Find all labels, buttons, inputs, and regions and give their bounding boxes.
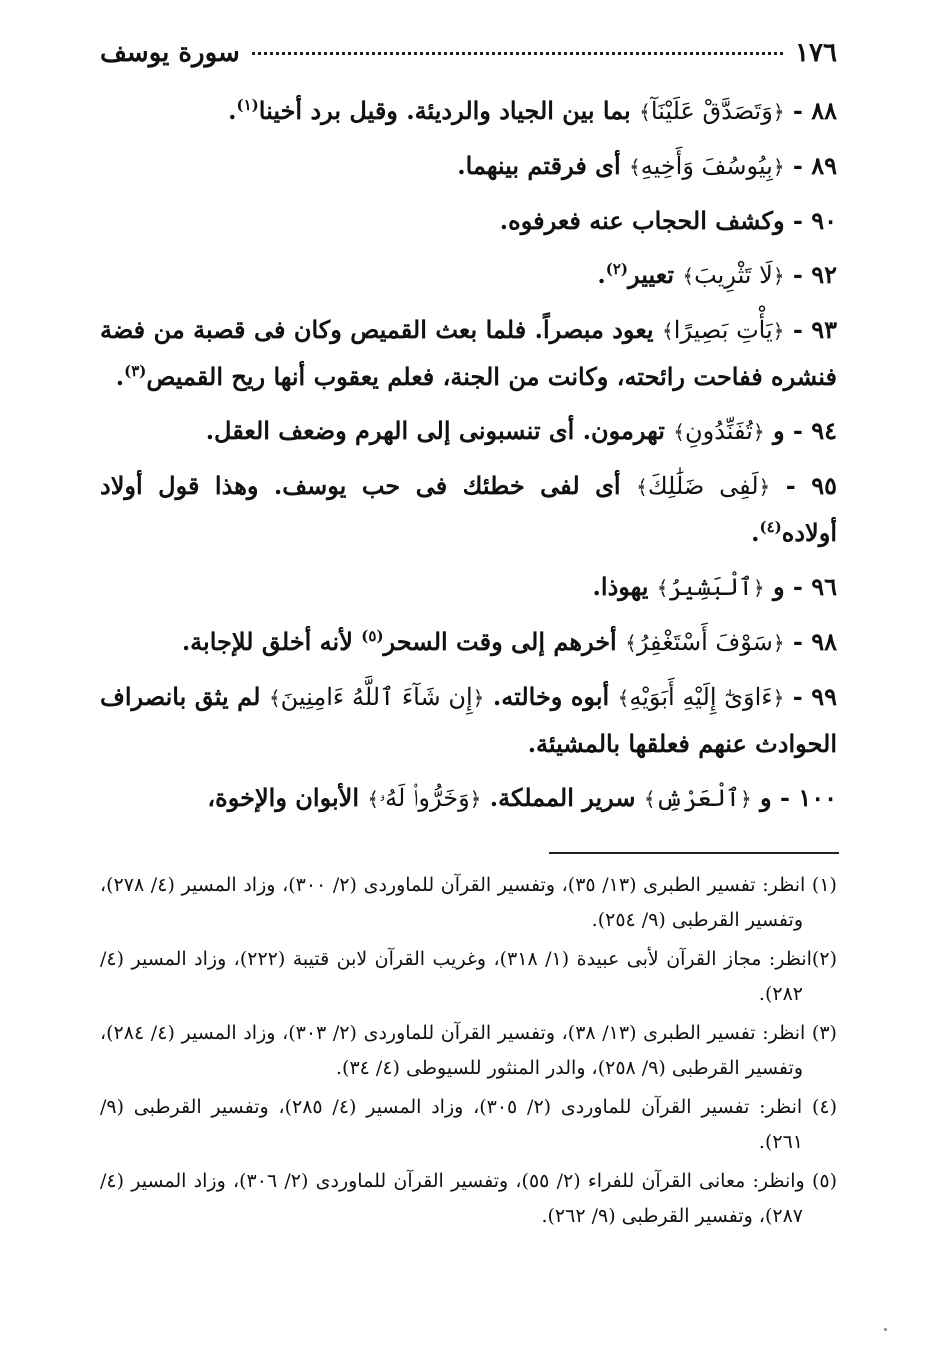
entry-93 — [100, 307, 837, 400]
verse-number: ٨٩ - — [792, 151, 837, 180]
entry-text: سرير المملكة. — [489, 783, 636, 812]
ornate-bracket-open: ﴿ — [472, 686, 485, 710]
verse-number: ٩٣ - — [792, 315, 838, 344]
ornate-bracket-open: ﴿ — [772, 686, 785, 710]
entry-text: وكشف الحجاب عنه فعرفوه. — [499, 206, 785, 235]
entry-100 — [100, 775, 837, 822]
quran-phrase-2: إِن شَآءَ ٱللَّهُ ءَامِنِينَ — [280, 683, 473, 711]
footnote-1: (١) انظر: تفسير الطبرى (١٣/ ٣٥)، وتفسير القرآن للماوردى (٢/ ٣٠٠)، وزاد المسير (٤/ ٢٧٨)، وتفسير القرطبى (٩/ ٢٥٤). — [100, 874, 837, 931]
ornate-bracket-close: ﴾ — [625, 631, 637, 655]
ornate-bracket-open: ﴿ — [469, 787, 482, 811]
ornate-bracket-close: ﴾ — [628, 155, 641, 179]
entry-95 — [100, 463, 837, 556]
entry-90 — [100, 198, 837, 244]
surah-title: سورة يوسف — [100, 38, 240, 68]
footnote-2: (٢)انظر: مجاز القرآن لأبى عبيدة (١/ ٣١٨)، وغريب القرآن لابن قتيبة (٢٢٢)، وزاد المسير (٤/ ٢٨٢). — [100, 948, 837, 1005]
ornate-bracket-open: ﴿ — [752, 420, 765, 444]
running-header — [100, 38, 837, 78]
entry-text: أبوه وخالته. — [492, 682, 610, 711]
footnote-3: (٣) انظر: تفسير الطبرى (١٣/ ٣٨)، وتفسير القرآن للماوردى (٢/ ٣٠٣)، وزاد المسير (٤/ ٢٨٤)، وتفسير القرطبى (٩/ ٢٥٨)، والدر المنثور للسيوطى (٤/ ٣٤). — [100, 1022, 837, 1079]
footnote-4: (٤) انظر: تفسير القرآن للماوردى (٢/ ٣٠٥)، وزاد المسير (٤/ ٢٨٥)، وتفسير القرطبى (٩/ ٢٦١). — [100, 1096, 838, 1153]
footnote-ref: (٤) — [759, 518, 782, 536]
entry-text: أى فرقتم بينهما. — [457, 151, 621, 180]
entry-text: يعود مبصراً. فلما بعث القميص وكان فى قصبة من فضة فنشره ففاحت رائحته، وكانت من الجنة، فعلم يعقوب أنها ريح القميص — [100, 315, 837, 391]
ornate-bracket-open: ﴿ — [752, 576, 765, 600]
footnote-ref: (٥) — [361, 627, 384, 645]
quran-phrase: يَأْتِ بَصِيرًا — [673, 316, 773, 344]
entry-tail: . — [751, 518, 760, 547]
ornate-bracket-close: ﴾ — [268, 686, 281, 710]
quran-phrase: سَوْفَ أَسْتَغْفِرُ — [636, 628, 773, 656]
footnote-ref: (٣) — [124, 362, 147, 380]
entry-text: يهوذا. — [592, 572, 649, 601]
entry-text: أخرهم إلى وقت السحر — [383, 627, 617, 656]
ornate-bracket-open: ﴿ — [772, 100, 785, 124]
entry-94 — [100, 408, 837, 455]
ornate-bracket-close: ﴾ — [636, 475, 648, 499]
header-leader-dots — [252, 52, 783, 55]
footnote-separator — [549, 852, 839, 854]
entry-98 — [100, 619, 837, 666]
footnote-5: (٥) وانظر: معانى القرآن للفراء (٢/ ٥٥)، وتفسير القرآن للماوردى (٢/ ٣٠٦)، وزاد المسير (٤/ ٢٨٧)، وتفسير القرطبى (٩/ ٢٦٢). — [100, 1170, 837, 1227]
entry-text: أى لفى خطئك فى حب يوسف. وهذا قول أولاد أولاده — [100, 471, 837, 547]
book-page — [100, 38, 837, 1329]
entry-89 — [100, 143, 837, 190]
ornate-bracket-close: ﴾ — [367, 787, 380, 811]
quran-phrase: لَفِى ضَلَٰلِكَ — [647, 472, 759, 500]
entry-conjunction: و — [772, 572, 785, 601]
entry-conjunction: و — [772, 416, 785, 445]
footnote-ref: (١) — [236, 96, 259, 114]
ornate-bracket-open: ﴿ — [772, 631, 785, 655]
entry-conjunction: و — [760, 783, 772, 812]
quran-phrase: ٱلْعَرْشِ — [655, 784, 740, 812]
footnote-ref: (٢) — [605, 260, 629, 278]
verse-number: ٩٢ - — [792, 260, 837, 289]
ornate-bracket-open: ﴿ — [772, 319, 785, 343]
quran-phrase: بِيُوسُفَ وَأَخِيهِ — [640, 152, 773, 180]
entry-92 — [100, 252, 837, 299]
verse-number: ٩٦ - — [792, 572, 837, 601]
verse-number: ٩٩ - — [792, 682, 838, 711]
ornate-bracket-close: ﴾ — [682, 264, 695, 288]
quran-phrase: ٱلْبَشِيرُ — [668, 573, 753, 601]
entry-text: بما بين الجياد والرديئة. وقيل برد أخينا — [258, 96, 631, 125]
entry-tail: . — [115, 362, 125, 391]
ornate-bracket-open: ﴿ — [772, 155, 785, 179]
entry-tail: . — [228, 96, 237, 125]
glossary-entries — [100, 88, 837, 822]
verse-number: ٩٨ - — [792, 627, 837, 656]
ornate-bracket-close: ﴾ — [639, 100, 651, 124]
entry-tail: . — [597, 260, 606, 289]
verse-number: ٩٤ - — [792, 416, 837, 445]
footnotes — [100, 868, 837, 1234]
ornate-bracket-close: ﴾ — [617, 686, 630, 710]
entry-text-2: الأبوان والإخوة، — [207, 783, 360, 812]
verse-number: ١٠٠ - — [780, 783, 837, 812]
ornate-bracket-close: ﴾ — [673, 420, 685, 444]
ornate-bracket-close: ﴾ — [643, 787, 656, 811]
entry-99 — [100, 674, 837, 767]
quran-phrase-2: وَخَرُّوا۟ لَهُۥ — [379, 784, 470, 812]
ornate-bracket-open: ﴿ — [772, 264, 785, 288]
ornate-bracket-close: ﴾ — [662, 319, 674, 343]
ornate-bracket-open: ﴿ — [739, 787, 752, 811]
verse-number: ٩٥ - — [785, 471, 838, 500]
scan-speck — [884, 1328, 887, 1331]
entry-tail: لأنه أخلق للإجابة. — [181, 627, 362, 656]
quran-phrase: ءَاوَىٰٓ إِلَيْهِ أَبَوَيْهِ — [629, 683, 773, 711]
ornate-bracket-open: ﴿ — [758, 475, 771, 499]
verse-number: ٨٨ - — [792, 96, 837, 125]
entry-text-2: لم يثق بانصراف الحوادث عنهم فعلقها بالمشيئة. — [100, 682, 837, 758]
quran-phrase: تُفَنِّدُونِ — [684, 417, 753, 445]
quran-phrase: وَتَصَدَّقْ عَلَيْنَآ — [650, 97, 773, 125]
entry-text: تعيير — [628, 260, 674, 289]
ornate-bracket-close: ﴾ — [656, 576, 669, 600]
entry-88 — [100, 88, 837, 135]
verse-number: ٩٠ - — [792, 206, 837, 235]
quran-phrase: لَا تَثْرِيبَ — [694, 261, 773, 289]
entry-text: تهرمون. أى تنسبونى إلى الهرم وضعف العقل. — [205, 416, 665, 445]
entry-96 — [100, 564, 837, 611]
page-number: ١٧٦ — [795, 38, 837, 68]
